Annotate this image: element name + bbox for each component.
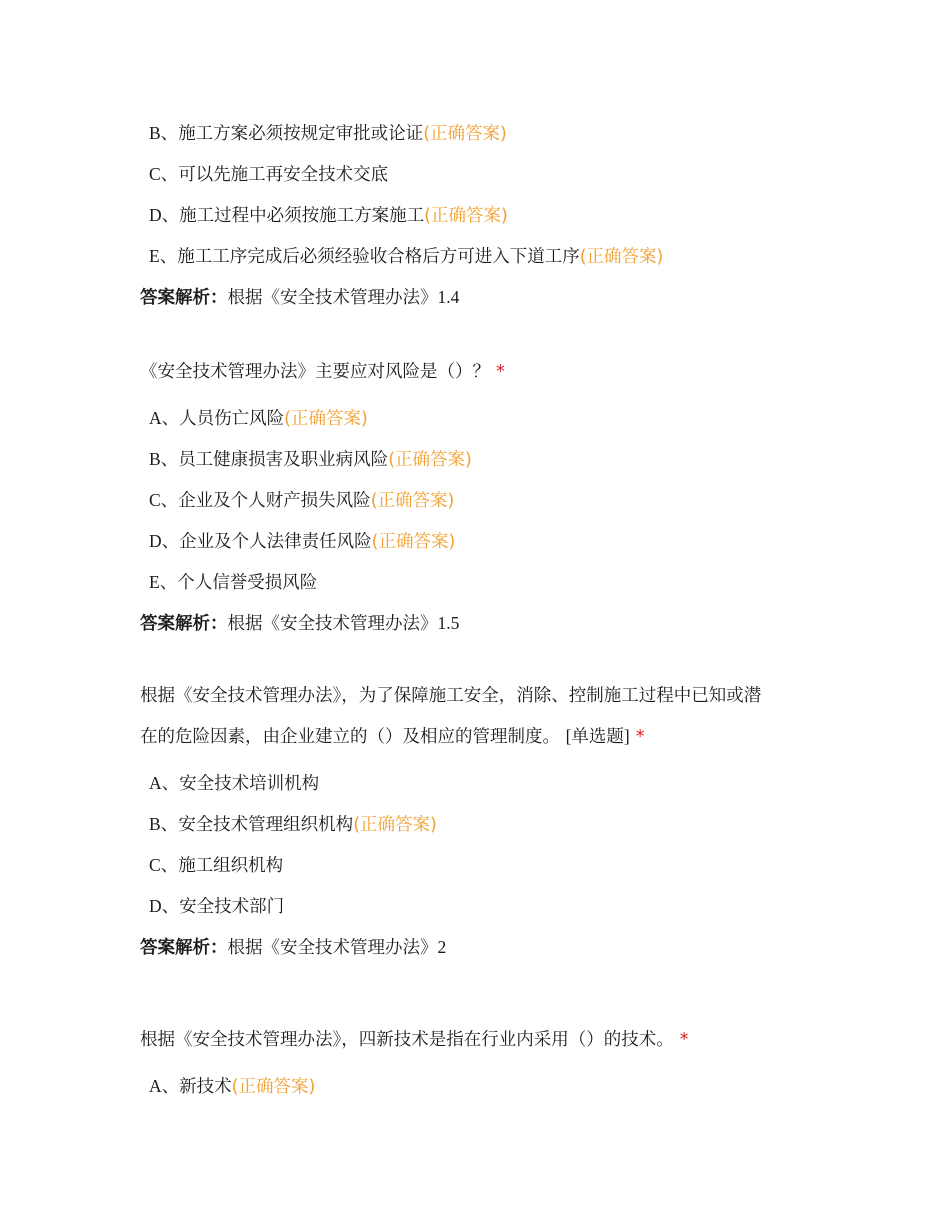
option-e (140, 236, 830, 277)
question-block-1 (140, 113, 830, 318)
option-letter: E、 (149, 572, 178, 592)
option-d (140, 521, 830, 562)
option-text: 施工方案必须按规定审批或论证 (178, 124, 424, 144)
option-d (140, 886, 830, 927)
option-letter: A、 (149, 1076, 180, 1096)
option-text: 员工健康损害及职业病风险 (178, 450, 389, 470)
option-a (140, 763, 830, 804)
option-letter: B、 (149, 123, 179, 143)
correct-answer-tag: (正确答案) (353, 815, 437, 835)
required-mark: * (635, 727, 645, 747)
required-mark: * (679, 1030, 689, 1050)
option-text: 新技术 (179, 1077, 232, 1097)
option-letter: D、 (149, 531, 180, 551)
analysis-section-number: 1.4 (437, 287, 460, 307)
option-text: 企业及个人法律责任风险 (179, 532, 372, 552)
option-letter: C、 (149, 490, 179, 510)
option-text: 安全技术培训机构 (179, 774, 320, 794)
question-text: 根据《安全技术管理办法》，四新技术是指在行业内采用（）的技术。 (140, 1030, 674, 1050)
option-b (140, 439, 830, 480)
option-text: 人员伤亡风险 (179, 409, 285, 429)
correct-answer-tag: (正确答案) (231, 1077, 316, 1097)
option-letter: D、 (149, 896, 180, 916)
option-text: 安全技术管理组织机构 (178, 815, 354, 835)
required-mark: * (496, 362, 505, 382)
question-type-tag: [单选题] (565, 726, 630, 746)
question-text: 《安全技术管理办法》主要应对风险是（）？ (140, 362, 490, 382)
option-b (140, 113, 830, 154)
option-letter: E、 (149, 246, 178, 266)
question-title (140, 1020, 830, 1060)
option-a (140, 398, 830, 439)
option-text: 施工过程中必须按施工方案施工 (179, 206, 425, 226)
question-block-4 (140, 1020, 830, 1107)
option-c (140, 154, 830, 195)
option-text: 安全技术部门 (179, 897, 285, 917)
analysis-section-number: 1.5 (437, 613, 460, 633)
question-block-2 (140, 352, 830, 644)
analysis-section-number: 2 (437, 937, 447, 957)
option-text: 施工组织机构 (178, 856, 284, 876)
option-text: 施工工序完成后必须经验收合格后方可进入下道工序 (177, 247, 580, 267)
option-letter: B、 (149, 814, 179, 834)
option-c (140, 845, 830, 886)
question-title (140, 676, 830, 716)
option-e (140, 562, 830, 603)
option-letter: D、 (149, 205, 180, 225)
option-letter: C、 (149, 855, 179, 875)
analysis-label: 答案解析： (140, 288, 228, 308)
option-text: 企业及个人财产损失风险 (178, 491, 371, 511)
option-letter: A、 (149, 773, 180, 793)
option-letter: C、 (149, 164, 179, 184)
option-b (140, 804, 830, 845)
correct-answer-tag: (正确答案) (423, 124, 507, 144)
option-letter: B、 (149, 449, 179, 469)
question-text-line-1: 根据《安全技术管理办法》，为了保障施工安全，消除、控制施工过程中已知或潜 (140, 686, 762, 706)
analysis-label: 答案解析： (140, 614, 228, 634)
answer-analysis (140, 277, 830, 318)
answer-analysis (140, 927, 830, 968)
option-c (140, 480, 830, 521)
question-title (140, 352, 830, 392)
analysis-text: 根据《安全技术管理办法》 (227, 614, 438, 634)
option-text: 个人信誉受损风险 (177, 573, 318, 593)
question-text-line-2: 在的危险因素，由企业建立的（）及相应的管理制度。 (140, 727, 560, 747)
correct-answer-tag: (正确答案) (424, 206, 508, 226)
option-text: 可以先施工再安全技术交底 (178, 165, 389, 185)
option-a (140, 1066, 830, 1107)
correct-answer-tag: (正确答案) (370, 491, 455, 511)
correct-answer-tag: (正确答案) (371, 532, 456, 552)
analysis-text: 根据《安全技术管理办法》 (227, 288, 438, 308)
analysis-label: 答案解析： (140, 938, 228, 958)
correct-answer-tag: (正确答案) (284, 409, 368, 429)
option-d (140, 195, 830, 236)
question-title-continued (140, 716, 830, 757)
correct-answer-tag: (正确答案) (388, 450, 472, 470)
answer-analysis (140, 603, 830, 644)
analysis-text: 根据《安全技术管理办法》 (227, 938, 438, 958)
question-block-3 (140, 676, 830, 968)
correct-answer-tag: (正确答案) (579, 247, 664, 267)
option-letter: A、 (149, 408, 180, 428)
